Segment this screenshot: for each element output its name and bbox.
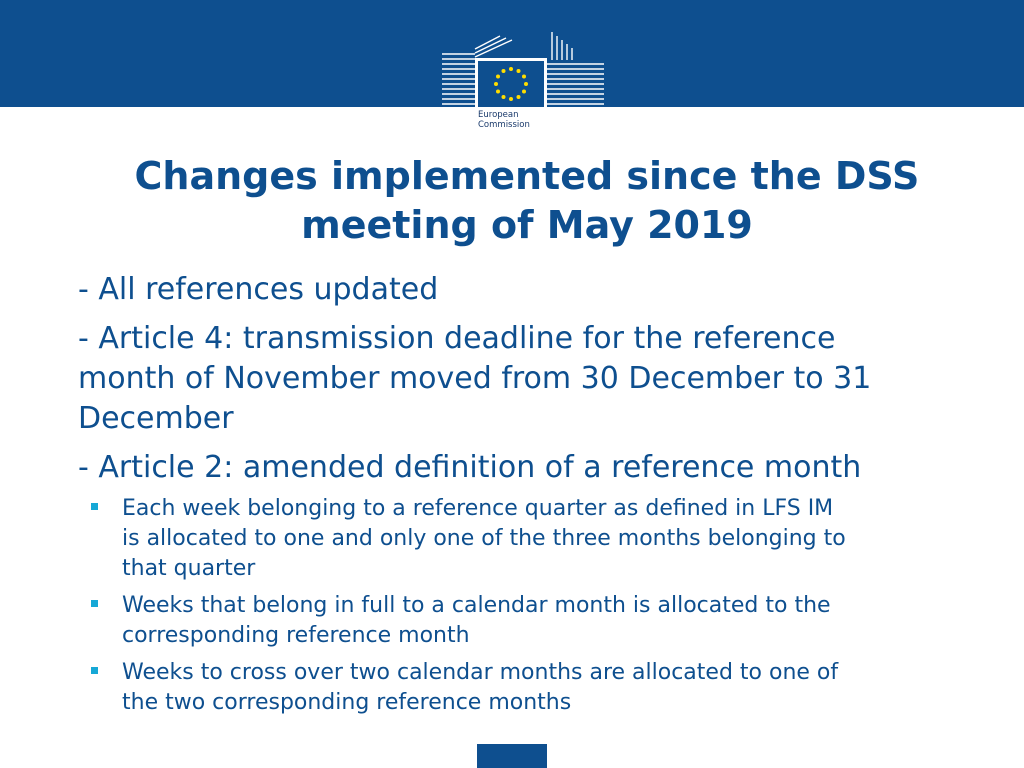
subpoint-line: that quarter — [122, 556, 256, 581]
square-bullet-icon — [91, 667, 98, 674]
subpoint-full-weeks — [78, 591, 998, 651]
subpoint-line: Weeks to cross over two calendar months are allocated to one of — [122, 660, 839, 685]
subpoint-line: is allocated to one and only one of the three months belonging to — [122, 526, 846, 551]
square-bullet-icon — [91, 600, 98, 607]
logo-wordmark — [478, 110, 546, 130]
point-article-2 — [78, 448, 998, 488]
logo-line-1: European — [478, 110, 519, 120]
subpoint-line: Weeks that belong in full to a calendar month is allocated to the — [122, 593, 831, 618]
point-article-4 — [78, 319, 998, 439]
subpoint-line: corresponding reference month — [122, 623, 470, 648]
subpoint-crossover-weeks — [78, 658, 998, 718]
subpoint-line: Each week belonging to a reference quarter as defined in LFS IM — [122, 496, 834, 521]
slide-title — [60, 152, 994, 250]
point-line: - All references updated — [78, 272, 439, 307]
title-line-2: meeting of May 2019 — [301, 203, 753, 247]
point-line: December — [78, 401, 234, 436]
title-line-1: Changes implemented since the DSS — [134, 154, 920, 198]
point-line: - Article 4: transmission deadline for the reference — [78, 321, 836, 356]
subpoint-list — [78, 494, 998, 718]
point-line: - Article 2: amended definition of a reference month — [78, 450, 862, 485]
footer-flag-tab — [477, 744, 547, 768]
subpoint-week-allocation — [78, 494, 998, 584]
logo-line-2: Commission — [478, 120, 530, 130]
slide-body — [78, 270, 998, 725]
point-references — [78, 270, 998, 310]
european-commission-logo — [440, 28, 608, 143]
square-bullet-icon — [91, 503, 98, 510]
subpoint-line: the two corresponding reference months — [122, 690, 572, 715]
point-line: month of November moved from 30 December to 31 — [78, 361, 872, 396]
